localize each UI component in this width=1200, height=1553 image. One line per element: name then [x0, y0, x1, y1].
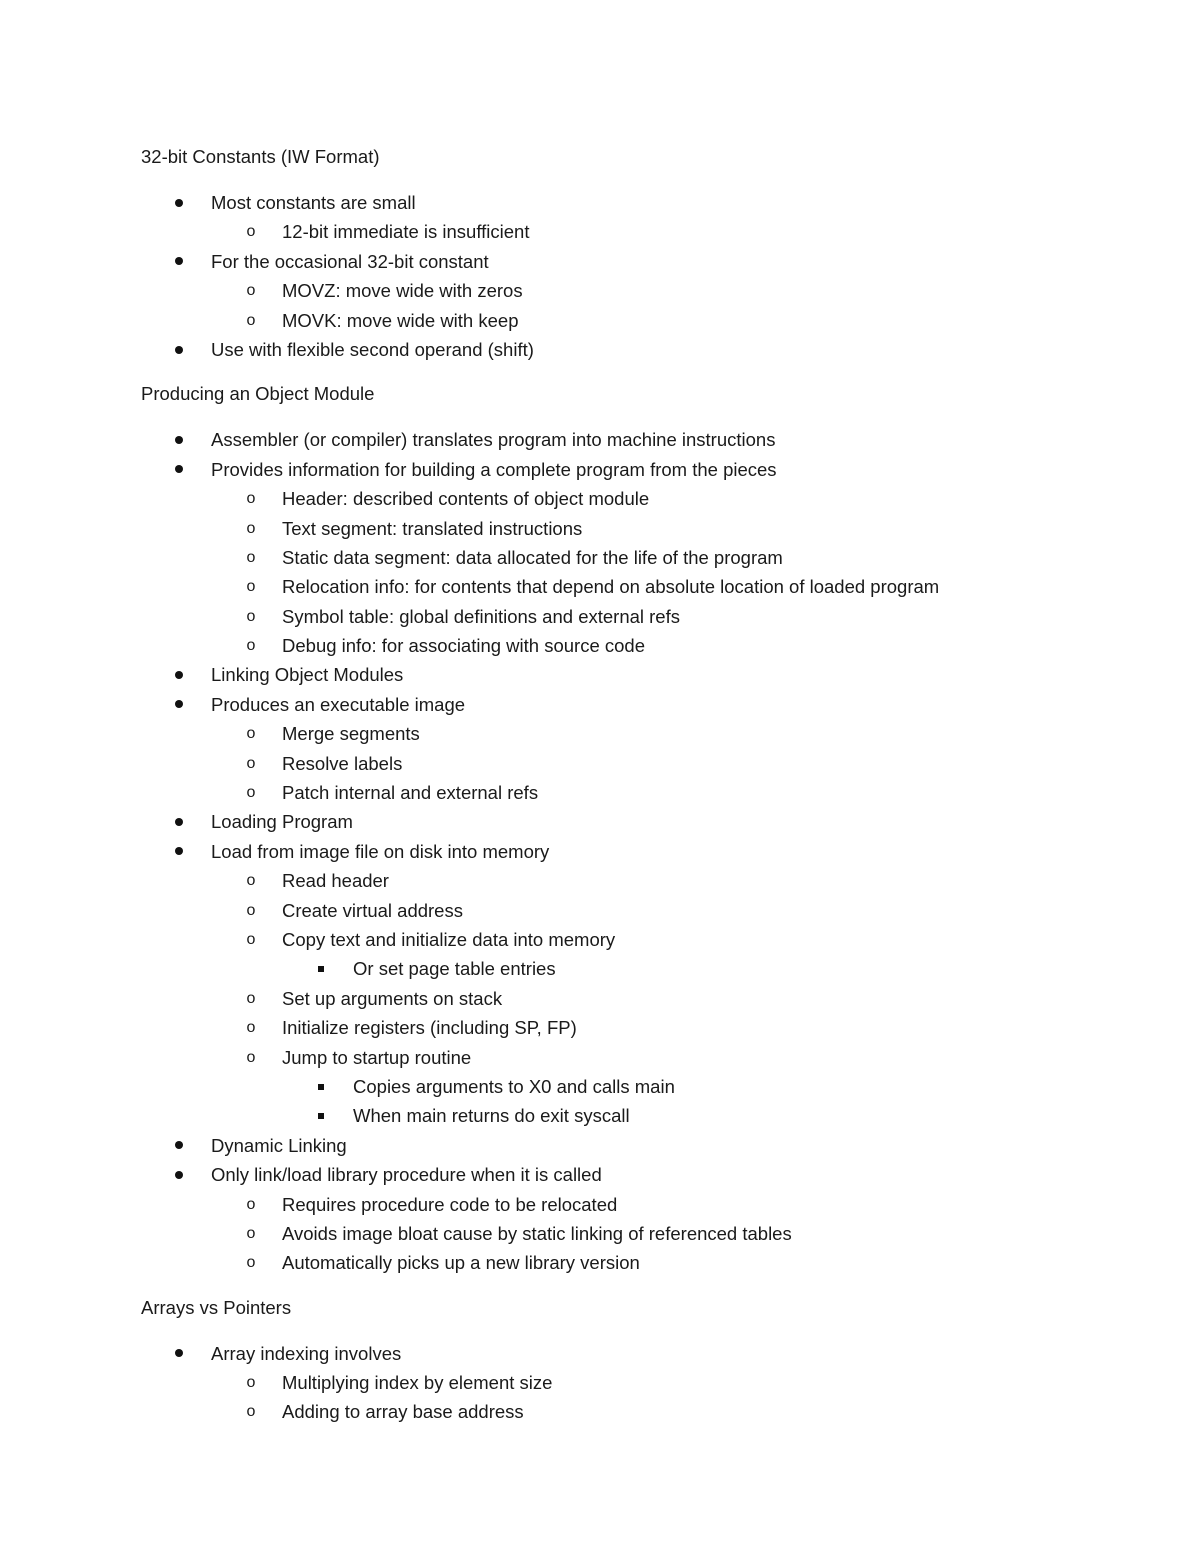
list-item-text: Static data segment: data allocated for the life of the program	[282, 546, 783, 568]
list-item-text: Text segment: translated instructions	[282, 517, 583, 539]
list-item	[141, 1397, 1141, 1426]
list-item-text: Jump to startup routine	[282, 1046, 472, 1068]
list-item	[141, 1043, 1141, 1072]
list-item-text: Avoids image bloat cause by static linking of referenced tables	[282, 1222, 792, 1244]
list-item	[141, 425, 1141, 454]
list-item-text: Read header	[282, 870, 389, 892]
list-item	[141, 690, 1141, 719]
bullet-circle-icon: o	[246, 1374, 256, 1392]
list-item-text: Merge segments	[282, 723, 420, 745]
list-item-text: Array indexing involves	[211, 1342, 402, 1364]
list-item	[141, 1248, 1141, 1277]
list-item	[141, 749, 1141, 778]
bullet-square-icon	[311, 1101, 331, 1130]
list-item	[141, 660, 1141, 689]
list-item-text: Relocation info: for contents that depend on absolute location of loaded program	[282, 576, 940, 598]
list-item	[141, 484, 1141, 513]
bullet-dot-icon	[169, 425, 189, 454]
bullet-circle-icon: o	[246, 282, 256, 300]
list-item	[141, 1013, 1141, 1042]
bullet-dot-icon	[169, 188, 189, 217]
list-item	[141, 954, 1141, 983]
list-item-text: Resolve labels	[282, 752, 403, 774]
bullet-circle-icon: o	[246, 548, 256, 566]
section-heading: 32-bit Constants (IW Format)	[141, 146, 380, 167]
bullet-list	[141, 425, 1141, 1277]
list-item-text: Symbol table: global definitions and external refs	[282, 605, 680, 627]
bullet-dot-icon	[169, 807, 189, 836]
list-item	[141, 1160, 1141, 1189]
list-item-text: Create virtual address	[282, 899, 463, 921]
bullet-circle-icon: o	[246, 725, 256, 743]
document-content	[141, 143, 1141, 1427]
bullet-circle-icon: o	[246, 784, 256, 802]
bullet-dot-icon	[169, 335, 189, 364]
bullet-list	[141, 1339, 1141, 1427]
list-item	[141, 837, 1141, 866]
bullet-circle-icon: o	[246, 311, 256, 329]
list-item-text: Patch internal and external refs	[282, 782, 539, 804]
bullet-circle-icon: o	[246, 637, 256, 655]
list-item	[141, 572, 1141, 601]
list-item-text: Or set page table entries	[353, 958, 556, 980]
bullet-dot-icon	[169, 837, 189, 866]
list-item-text: Assembler (or compiler) translates program into machine instructions	[211, 429, 776, 451]
list-item	[141, 335, 1141, 364]
list-item-text: Most constants are small	[211, 192, 416, 213]
bullet-circle-icon: o	[246, 1403, 256, 1421]
list-item-text: Linking Object Modules	[211, 664, 404, 686]
list-item-text: Debug info: for associating with source code	[282, 635, 646, 657]
list-item	[141, 1190, 1141, 1219]
bullet-circle-icon: o	[246, 1224, 256, 1242]
list-item	[141, 807, 1141, 836]
list-item	[141, 1072, 1141, 1101]
bullet-circle-icon: o	[246, 754, 256, 772]
list-item	[141, 984, 1141, 1013]
list-item-text: MOVK: move wide with keep	[282, 309, 519, 331]
list-item-text: Only link/load library procedure when it is called	[211, 1164, 602, 1186]
list-item-text: Adding to array base address	[282, 1401, 524, 1423]
list-item-text: Copy text and initialize data into memory	[282, 928, 616, 950]
bullet-circle-icon: o	[246, 1048, 256, 1066]
list-item-text: 12-bit immediate is insufficient	[282, 221, 530, 243]
bullet-circle-icon: o	[246, 1019, 256, 1037]
bullet-circle-icon: o	[246, 223, 256, 241]
list-item-text: Initialize registers (including SP, FP)	[282, 1017, 577, 1039]
bullet-dot-icon	[169, 1339, 189, 1368]
list-item-text: Produces an executable image	[211, 693, 466, 715]
bullet-dot-icon	[169, 455, 189, 484]
list-item	[141, 276, 1141, 305]
list-item	[141, 306, 1141, 335]
bullet-circle-icon: o	[246, 930, 256, 948]
list-item-text: Loading Program	[211, 811, 353, 833]
list-item-text: Automatically picks up a new library version	[282, 1252, 640, 1274]
bullet-square-icon	[311, 954, 331, 983]
bullet-dot-icon	[169, 660, 189, 689]
bullet-square-icon	[311, 1072, 331, 1101]
list-item	[141, 1101, 1141, 1130]
list-item-text: Load from image file on disk into memory	[211, 840, 550, 862]
list-item	[141, 247, 1141, 276]
list-item-text: Requires procedure code to be relocated	[282, 1193, 618, 1215]
section-heading: Arrays vs Pointers	[141, 1296, 292, 1318]
list-item	[141, 896, 1141, 925]
list-item-text: Dynamic Linking	[211, 1134, 347, 1156]
bullet-dot-icon	[169, 690, 189, 719]
bullet-dot-icon	[169, 1131, 189, 1160]
list-item-text: For the occasional 32-bit constant	[211, 250, 489, 272]
list-item	[141, 217, 1141, 246]
bullet-circle-icon: o	[246, 872, 256, 890]
list-item-text: Header: described contents of object module	[282, 488, 650, 510]
list-item-text: Copies arguments to X0 and calls main	[353, 1075, 675, 1097]
bullet-dot-icon	[169, 1160, 189, 1189]
list-item	[141, 778, 1141, 807]
bullet-dot-icon	[169, 247, 189, 276]
bullet-circle-icon: o	[246, 519, 256, 537]
list-item	[141, 1219, 1141, 1248]
list-item-text: MOVZ: move wide with zeros	[282, 280, 523, 302]
bullet-circle-icon: o	[246, 578, 256, 596]
list-item	[141, 719, 1141, 748]
list-item	[141, 455, 1141, 484]
list-item	[141, 631, 1141, 660]
list-item	[141, 1368, 1141, 1397]
bullet-circle-icon: o	[246, 607, 256, 625]
list-item	[141, 543, 1141, 572]
list-item-text: Use with flexible second operand (shift)	[211, 338, 534, 360]
list-item-text: Multiplying index by element size	[282, 1372, 553, 1394]
bullet-circle-icon: o	[246, 1254, 256, 1272]
list-item-text: Provides information for building a complete program from the pieces	[211, 458, 777, 480]
bullet-circle-icon: o	[246, 1195, 256, 1213]
list-item	[141, 1339, 1141, 1368]
bullet-list	[141, 188, 1141, 364]
bullet-circle-icon: o	[246, 901, 256, 919]
list-item	[141, 188, 1141, 217]
bullet-circle-icon: o	[246, 490, 256, 508]
list-item-text: Set up arguments on stack	[282, 987, 503, 1009]
list-item	[141, 514, 1141, 543]
list-item-text: When main returns do exit syscall	[353, 1105, 630, 1127]
section-heading: Producing an Object Module	[141, 383, 375, 405]
bullet-circle-icon: o	[246, 989, 256, 1007]
list-item	[141, 1131, 1141, 1160]
list-item	[141, 925, 1141, 954]
list-item	[141, 866, 1141, 895]
list-item	[141, 602, 1141, 631]
